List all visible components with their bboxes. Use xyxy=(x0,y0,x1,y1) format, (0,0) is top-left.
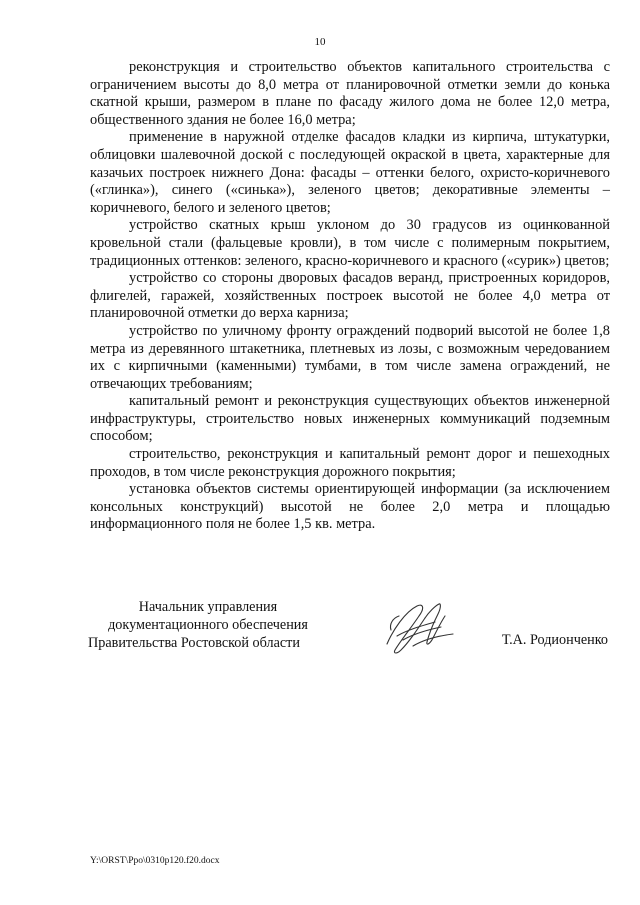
position-line: Начальник управления xyxy=(138,599,278,615)
position-line: документационного обеспечения xyxy=(108,616,308,633)
paragraph-4: устройство со стороны дворовых фасадов веранд, пристроенных коридоров, флигелей, гаражей, хозяйственных построек высотой не более 4,0 метра от планировочной отметки до верха карниза; xyxy=(90,270,610,322)
paragraph-7: строительство, реконструкция и капитальный ремонт дорог и пешеходных проходов, в том числе реконструкция дорожного покрытия; xyxy=(90,446,610,480)
paragraph-6: капитальный ремонт и реконструкция существующих объектов инженерной инфраструктуры, строительство новых инженерных коммуникаций подземным способом; xyxy=(90,393,610,445)
signer-position xyxy=(88,599,328,652)
page-number: 10 xyxy=(314,36,326,48)
file-path-footer: Y:\ORST\Ppo\0310p120.f20.docx xyxy=(90,856,220,866)
paragraph-1: реконструкция и строительство объектов капитального строительства с ограничением высоты до 8,0 метра от планировочной отметки земли до конька скатной крыши, размером в плане по фасаду жилого дома не более 12,0 метра, общественного здания не более 16,0 метра; xyxy=(90,59,610,128)
paragraph-5: устройство по уличному фронту ограждений подворий высотой не более 1,8 метра из деревянного штакетника, плетневых из лозы, с возможным чередованием их с кирпичными (каменными) тумбами, в том числе замена ограждений, не отвечающих требованиям; xyxy=(90,322,610,392)
signer-name: Т.А. Родионченко xyxy=(501,632,608,648)
paragraph-3: устройство скатных крыш уклоном до 30 градусов из оцинкованной кровельной стали (фальцевые кровли), в том числе с полимерным покрытием, традиционных оттенков: зеленого, красно-коричневого и красного («сурик») цветов; xyxy=(90,217,610,269)
paragraph-8: установка объектов системы ориентирующей информации (за исключением консольных конструкций) высотой не более 2,0 метра и площадью информационного поля не более 1,5 кв. метра. xyxy=(90,481,610,533)
handwritten-signature xyxy=(383,600,461,658)
document-body xyxy=(90,59,610,534)
paragraph-2: применение в наружной отделке фасадов кладки из кирпича, штукатурки, облицовки шалевочной доской с последующей окраской в цвета, характерные для казачьих построек нижнего Дона: фасады – оттенки белого, охристо-коричневого («глинка»), синего («синька»), зеленого цветов; декоративные элементы – коричневого, белого и зеленого цветов; xyxy=(90,129,610,216)
position-line: Правительства Ростовской области xyxy=(88,634,300,651)
